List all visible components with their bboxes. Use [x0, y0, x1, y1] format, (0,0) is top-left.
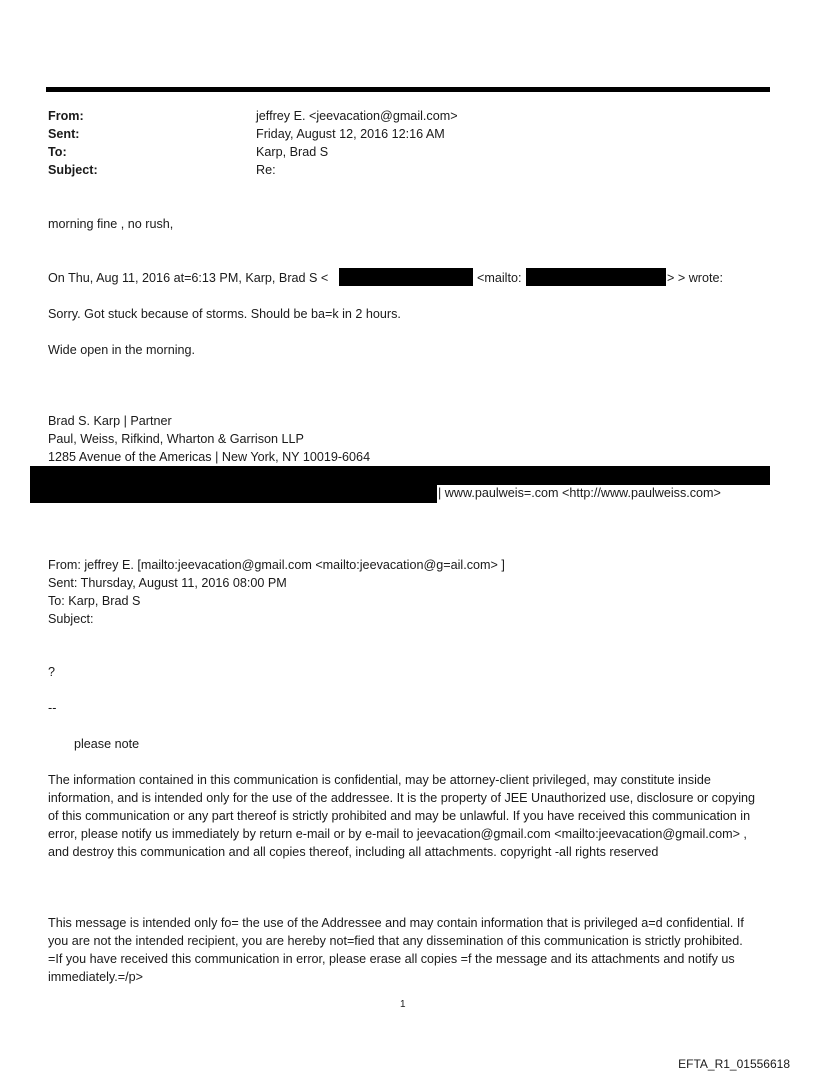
forwarded-subject: Subject: [48, 612, 94, 626]
redaction-bar [30, 466, 770, 485]
document-id: EFTA_R1_01556618 [678, 1057, 790, 1071]
signature-address: 1285 Avenue of the Americas | New York, NY 10019-6064 [48, 450, 371, 464]
signature-separator: -- [48, 701, 57, 715]
forwarded-sent: Sent: Thursday, August 11, 2016 08:00 PM [48, 576, 287, 590]
from-value: jeffrey E. <jeevacation@gmail.com> [256, 109, 458, 123]
to-label: To: [48, 145, 67, 159]
confidentiality-disclaimer: The information contained in this communication is confidential, may be attorney-client privileged, may constitute inside information, and is intended only for the use of the addressee. It is the property of JEE Unauthorized use, disclosure or copying of this communication or any part thereof is strictly prohibited and may be unlawful. If you have received this communication in error, please notify us immediately by return e-mail or by e-mail to jeevacation@gmail.com <mailto:jeevacation@gmail.com> , and destroy this communication and all copies thereof, including all attachments. copyright -all rights reserved [48, 773, 756, 859]
subject-value: Re: [256, 163, 276, 177]
signature-name: Brad S. Karp | Partner [48, 414, 172, 428]
sent-label: Sent: [48, 127, 80, 141]
redaction-bar [30, 484, 437, 503]
signature-website: | www.paulweis=.com <http://www.paulweiss.com> [438, 486, 721, 500]
quoted-line-2: Wide open in the morning. [48, 343, 196, 357]
quote-intro-a: On Thu, Aug 11, 2016 at=6:13 PM, Karp, Brad S < [48, 271, 329, 285]
forwarded-from: From: jeffrey E. [mailto:jeevacation@gmail.com <mailto:jeevacation@g=ail.com> ] [48, 558, 505, 572]
page-number: 1 [400, 999, 406, 1010]
redaction-bar [526, 268, 666, 286]
please-note: please note [74, 737, 140, 751]
question-mark: ? [48, 665, 56, 679]
reply-text: morning fine , no rush, [48, 217, 174, 231]
from-label: From: [48, 109, 84, 123]
forwarded-to: To: Karp, Brad S [48, 594, 141, 608]
subject-label: Subject: [48, 163, 98, 177]
redaction-bar [339, 268, 473, 286]
quote-intro-c: > > wrote: [667, 271, 724, 285]
signature-firm: Paul, Weiss, Rifkind, Wharton & Garrison LLP [48, 432, 304, 446]
sent-value: Friday, August 12, 2016 12:16 AM [256, 127, 445, 141]
quoted-line-1: Sorry. Got stuck because of storms. Should be ba=k in 2 hours. [48, 307, 401, 321]
intended-recipient-disclaimer: This message is intended only fo= the use of the Addressee and may contain information that is privileged a=d confidential. If you are not the intended recipient, you are hereby not=fied that any dissemination of this communication is strictly prohibited. =If you have received this communication in error, please erase all copies =f the message and its attachments and notify us immediately.=/p> [48, 916, 744, 984]
header-rule [46, 87, 770, 92]
to-value: Karp, Brad S [256, 145, 329, 159]
quote-intro-b: <mailto: [477, 271, 522, 285]
